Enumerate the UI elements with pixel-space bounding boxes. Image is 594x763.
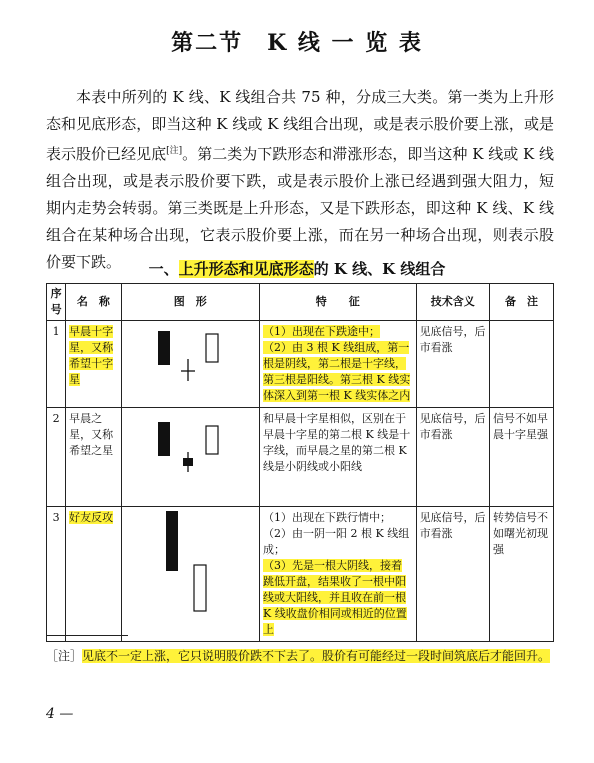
header-number: 序号 bbox=[47, 284, 66, 321]
row-feature-text: （3）先是一根大阴线，接着跳低开盘，结果收了一根中阳线或大阳线，并且收在前一根 K 线收盘价相同或相近的位置上 bbox=[263, 559, 407, 636]
header-name: 名 称 bbox=[66, 284, 121, 321]
row-number: 1 bbox=[47, 321, 66, 408]
row-remark: 信号不如早晨十字星强 bbox=[490, 408, 554, 507]
intro-text-2: 。第二类为下跌形态和滞涨形态，即当这种 K 线或 K 线组合出现，或是表示股价要下跌，或是表示股价上涨已经遇到强大阻力，短期内走势会转弱。第三类既是上升形态，又是下跌形态，即这种 K 线、K 线组合在某种场合出现，它表示股价要上涨，而在另一种场合出现，则表示股价要下跌。 bbox=[46, 145, 554, 271]
counterattack-svg bbox=[122, 507, 252, 619]
section-suffix: 的 K 线、K 线组合 bbox=[313, 260, 446, 278]
row-remark: 转势信号不如曙光初现强 bbox=[490, 507, 554, 642]
big-bearish-candle bbox=[166, 511, 178, 571]
header-features: 特 征 bbox=[260, 284, 417, 321]
section-prefix: 一、 bbox=[148, 260, 179, 278]
morning-star-svg bbox=[122, 408, 252, 506]
intro-text-1: 本表中所列的 K 线、K 线组合共 75 种，分成三大类。第一类为上升形态和见底形态，即当这种 K 线或 K 线组合出现，或是表示股价要上涨，或是表示股价已经见底 bbox=[46, 88, 554, 163]
row-feature-text: （1）出现在下跌途中； bbox=[263, 325, 380, 338]
table-row bbox=[47, 321, 554, 408]
row-feature-text: （2）由一阴一阳 2 根 K 线组成； bbox=[263, 527, 410, 556]
bullish-candle bbox=[194, 565, 206, 611]
row-name: 早晨之星，又称希望之星 bbox=[66, 408, 121, 507]
row-feature-text: （2）由 3 根 K 线组成，第一根是阴线，第二根是十字线，第三根是阳线。第三根 K 线实体深入到第一根 K 线实体之内 bbox=[263, 341, 411, 402]
row-meaning: 见底信号，后市看涨 bbox=[416, 408, 489, 507]
header-remark: 备 注 bbox=[490, 284, 554, 321]
bullish-candle bbox=[206, 334, 218, 362]
page-title: 第二节 K 线 一 览 表 bbox=[171, 30, 423, 56]
row-meaning: 见底信号，后市看涨 bbox=[416, 507, 489, 642]
section-heading bbox=[0, 258, 594, 279]
row-number: 2 bbox=[47, 408, 66, 507]
intro-paragraph bbox=[46, 84, 554, 276]
table-row bbox=[47, 507, 554, 642]
table-row bbox=[47, 408, 554, 507]
row-features: 和早晨十字星相似，区别在于早晨十字星的第二根 K 线是十字线，而早晨之星的第二根 K 线是小阴线或小阳线 bbox=[260, 408, 417, 507]
note-reference: [注] bbox=[166, 146, 183, 156]
kline-table bbox=[46, 283, 554, 642]
candlestick-figure bbox=[121, 408, 259, 507]
row-name-text: 早晨十字星，又称希望十字星 bbox=[69, 325, 114, 386]
header-meaning: 技术含义 bbox=[416, 284, 489, 321]
row-name bbox=[66, 507, 121, 642]
bearish-candle bbox=[158, 422, 170, 456]
header-figure: 图 形 bbox=[121, 284, 259, 321]
page-number: 4 — bbox=[46, 706, 74, 722]
row-name-text: 好友反攻 bbox=[69, 511, 114, 524]
footnote-mark: ［注］ bbox=[46, 649, 83, 663]
bearish-candle bbox=[158, 331, 170, 365]
footnote-text: 见底不一定上涨，它只说明股价跌不下去了。股价有可能经过一段时间筑底后才能回升。 bbox=[82, 649, 551, 663]
small-candle-body bbox=[183, 458, 193, 466]
row-feature-text: （1）出现在下跌行情中； bbox=[263, 511, 391, 524]
candlestick-figure bbox=[121, 507, 259, 642]
row-meaning: 见底信号，后市看涨 bbox=[416, 321, 489, 408]
row-name bbox=[66, 321, 121, 408]
row-features bbox=[260, 321, 417, 408]
row-remark bbox=[490, 321, 554, 408]
bullish-candle bbox=[206, 426, 218, 454]
footnote-divider bbox=[46, 635, 128, 636]
footnote bbox=[46, 646, 554, 666]
table-header-row bbox=[47, 284, 554, 321]
morning-doji-star-svg bbox=[122, 321, 252, 407]
candlestick-figure bbox=[121, 321, 259, 408]
section-highlight: 上升形态和见底形态 bbox=[178, 260, 314, 278]
row-number: 3 bbox=[47, 507, 66, 642]
row-features bbox=[260, 507, 417, 642]
